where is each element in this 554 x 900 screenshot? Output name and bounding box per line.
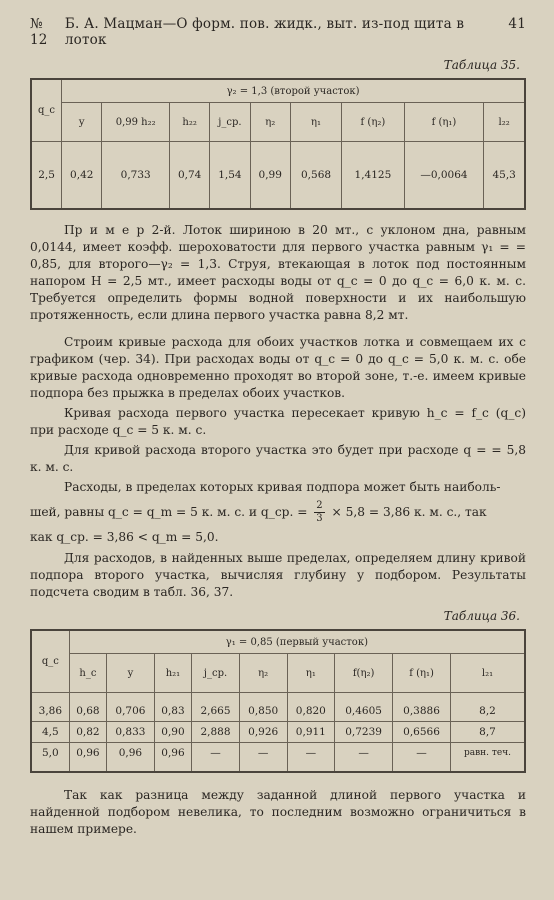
table35-group-label: γ₂ = 1,3 (второй участок) (62, 79, 525, 103)
table35-cell: 0,99 (250, 142, 290, 210)
table36-cell: 0,96 (69, 743, 106, 773)
table36-cell: 0,3886 (393, 693, 451, 722)
formula-left: шей, равны q_c = q_m = 5 к. м. с. и q_ср. = (30, 505, 308, 519)
table35-col: j_ср. (210, 103, 250, 142)
table36-cell: 0,926 (239, 722, 287, 743)
table36-column-headers (31, 654, 525, 693)
table35-col: h₂₂ (169, 103, 209, 142)
table36-cell: 0,820 (287, 693, 335, 722)
table36-cell: 0,82 (69, 722, 106, 743)
table36-cell: 0,6566 (393, 722, 451, 743)
table-35 (30, 78, 526, 210)
table36-cell: 0,90 (154, 722, 191, 743)
table36-cell: 0,96 (107, 743, 155, 773)
journal-number: № 12 (30, 16, 48, 48)
table36-col: η₂ (239, 654, 287, 693)
paragraph-conclusion: Так как разница между заданной длиной первого участка и найденной подбором невелика, то последним возможно ограничиться в нашем примере. (30, 788, 526, 836)
table35-row-header: q_c (31, 79, 62, 142)
fraction (314, 500, 324, 525)
paragraph-curves: Строим кривые расхода для обоих участков лотка и совмещаем их с графиком (чер. 34). При расходах воды от q_c = 0 до q_c = 5,0 к. м. с. обе кривые расхода одновременно проходят во второй зоне, т.-е. имеем кривые подпора без прыжка в пределах обоих участков. (30, 335, 526, 400)
table35-col: f (η₁) (404, 103, 484, 142)
table36-cell: равн. теч. (451, 743, 526, 773)
paragraph-range-line3: как q_ср. = 3,86 < q_m = 5,0. (30, 530, 219, 544)
table36-cell: — (335, 743, 393, 773)
table36-cell: 0,706 (107, 693, 155, 722)
table36-cell: 2,888 (192, 722, 240, 743)
table36-col: f (η₁) (393, 654, 451, 693)
table35-col: η₂ (250, 103, 290, 142)
table35-col: l₂₂ (484, 103, 525, 142)
table36-cell: — (239, 743, 287, 773)
table35-cell: 0,74 (169, 142, 209, 210)
table35-cell: 0,568 (290, 142, 341, 210)
table35-cell: 1,54 (210, 142, 250, 210)
table36-col: h_c (69, 654, 106, 693)
table35-cell: 45,3 (484, 142, 525, 210)
table36-cell: 0,4605 (335, 693, 393, 722)
table35-column-headers (31, 103, 525, 142)
table36-cell: — (192, 743, 240, 773)
table36-cell: 0,833 (107, 722, 155, 743)
table36-col: j_ср. (192, 654, 240, 693)
table36-cell: 0,96 (154, 743, 191, 773)
fraction-denominator: 3 (316, 513, 323, 524)
table36-cell-q: 3,86 (31, 693, 69, 722)
table36-col: y (107, 654, 155, 693)
table35-caption: Таблица 35. (443, 58, 520, 72)
table35-cell: —0,0064 (404, 142, 484, 210)
paragraph-first-section: Кривая расхода первого участка пересекает кривую h_c = f_c (q_c) при расходе q_c = 5 к. м. с. (30, 406, 526, 437)
table36-cell-q: 4,5 (31, 722, 69, 743)
table35-cell: 0,733 (102, 142, 170, 210)
table36-cell: 8,7 (451, 722, 526, 743)
table36-cell-q: 5,0 (31, 743, 69, 773)
table-row (31, 142, 525, 210)
paragraph-compute: Для расходов, в найденных выше пределах, определяем длину кривой подпора второго участка, вычисляя глубину у подбором. Результаты подсчета сводим в табл. 36, 37. (30, 551, 526, 599)
table-row (31, 693, 525, 722)
table36-cell: 0,83 (154, 693, 191, 722)
table36-cell: — (393, 743, 451, 773)
table35-col: 0,99 h₂₂ (102, 103, 170, 142)
paragraph-example: Пр и м е р 2-й. Лоток шириною в 20 мт., с уклоном дна, равным 0,0144, имеет коэфф. шероховатости для первого участка равным γ₁ = = 0,85, для второго—γ₂ = 1,3. Струя, втекающая в лоток под постоянным напором H = 2,5 мт., имеет расходы воды от q_c = 0 до q_c = 6,0 к. м. с. Требуется определить формы водной поверхности и их наибольшую протяженность, если длина первого участка равна 8,2 мт. (30, 223, 526, 322)
table35-col: y (62, 103, 102, 142)
paragraph-second-section: Для кривой расхода второго участка это будет при расходе q = = 5,8 к. м. с. (30, 443, 526, 474)
table36-cell: 8,2 (451, 693, 526, 722)
running-head (30, 16, 526, 48)
formula-line (30, 500, 526, 525)
fraction-numerator: 2 (316, 500, 323, 511)
table36-cell: 0,7239 (335, 722, 393, 743)
table-row (31, 743, 525, 773)
table-row (31, 722, 525, 743)
table36-cell: — (287, 743, 335, 773)
table35-cell: 1,4125 (342, 142, 404, 210)
table36-col: f(η₂) (335, 654, 393, 693)
table36-cell: 0,850 (239, 693, 287, 722)
table36-cell: 0,68 (69, 693, 106, 722)
table36-col: η₁ (287, 654, 335, 693)
table35-cell: 0,42 (62, 142, 102, 210)
paragraph-range-line1: Расходы, в пределах которых кривая подпора может быть наиболь- (64, 480, 501, 494)
table-36 (30, 629, 526, 773)
table36-cell: 0,911 (287, 722, 335, 743)
table35-cell-q: 2,5 (31, 142, 62, 210)
table36-col: h₂₁ (154, 654, 191, 693)
table36-row-header: q_c (31, 630, 69, 693)
formula-right: × 5,8 = 3,86 к. м. с., так (331, 505, 487, 519)
table36-cell: 2,665 (192, 693, 240, 722)
running-title: Б. А. Мацман—О форм. пов. жидк., выт. из-под щита в лоток (64, 16, 465, 48)
table36-col: l₂₁ (451, 654, 526, 693)
table35-col: η₁ (290, 103, 341, 142)
table36-caption: Таблица 36. (443, 609, 520, 623)
page-number: 41 (508, 16, 526, 32)
table36-group-label: γ₁ = 0,85 (первый участок) (69, 630, 525, 654)
table35-col: f (η₂) (342, 103, 404, 142)
